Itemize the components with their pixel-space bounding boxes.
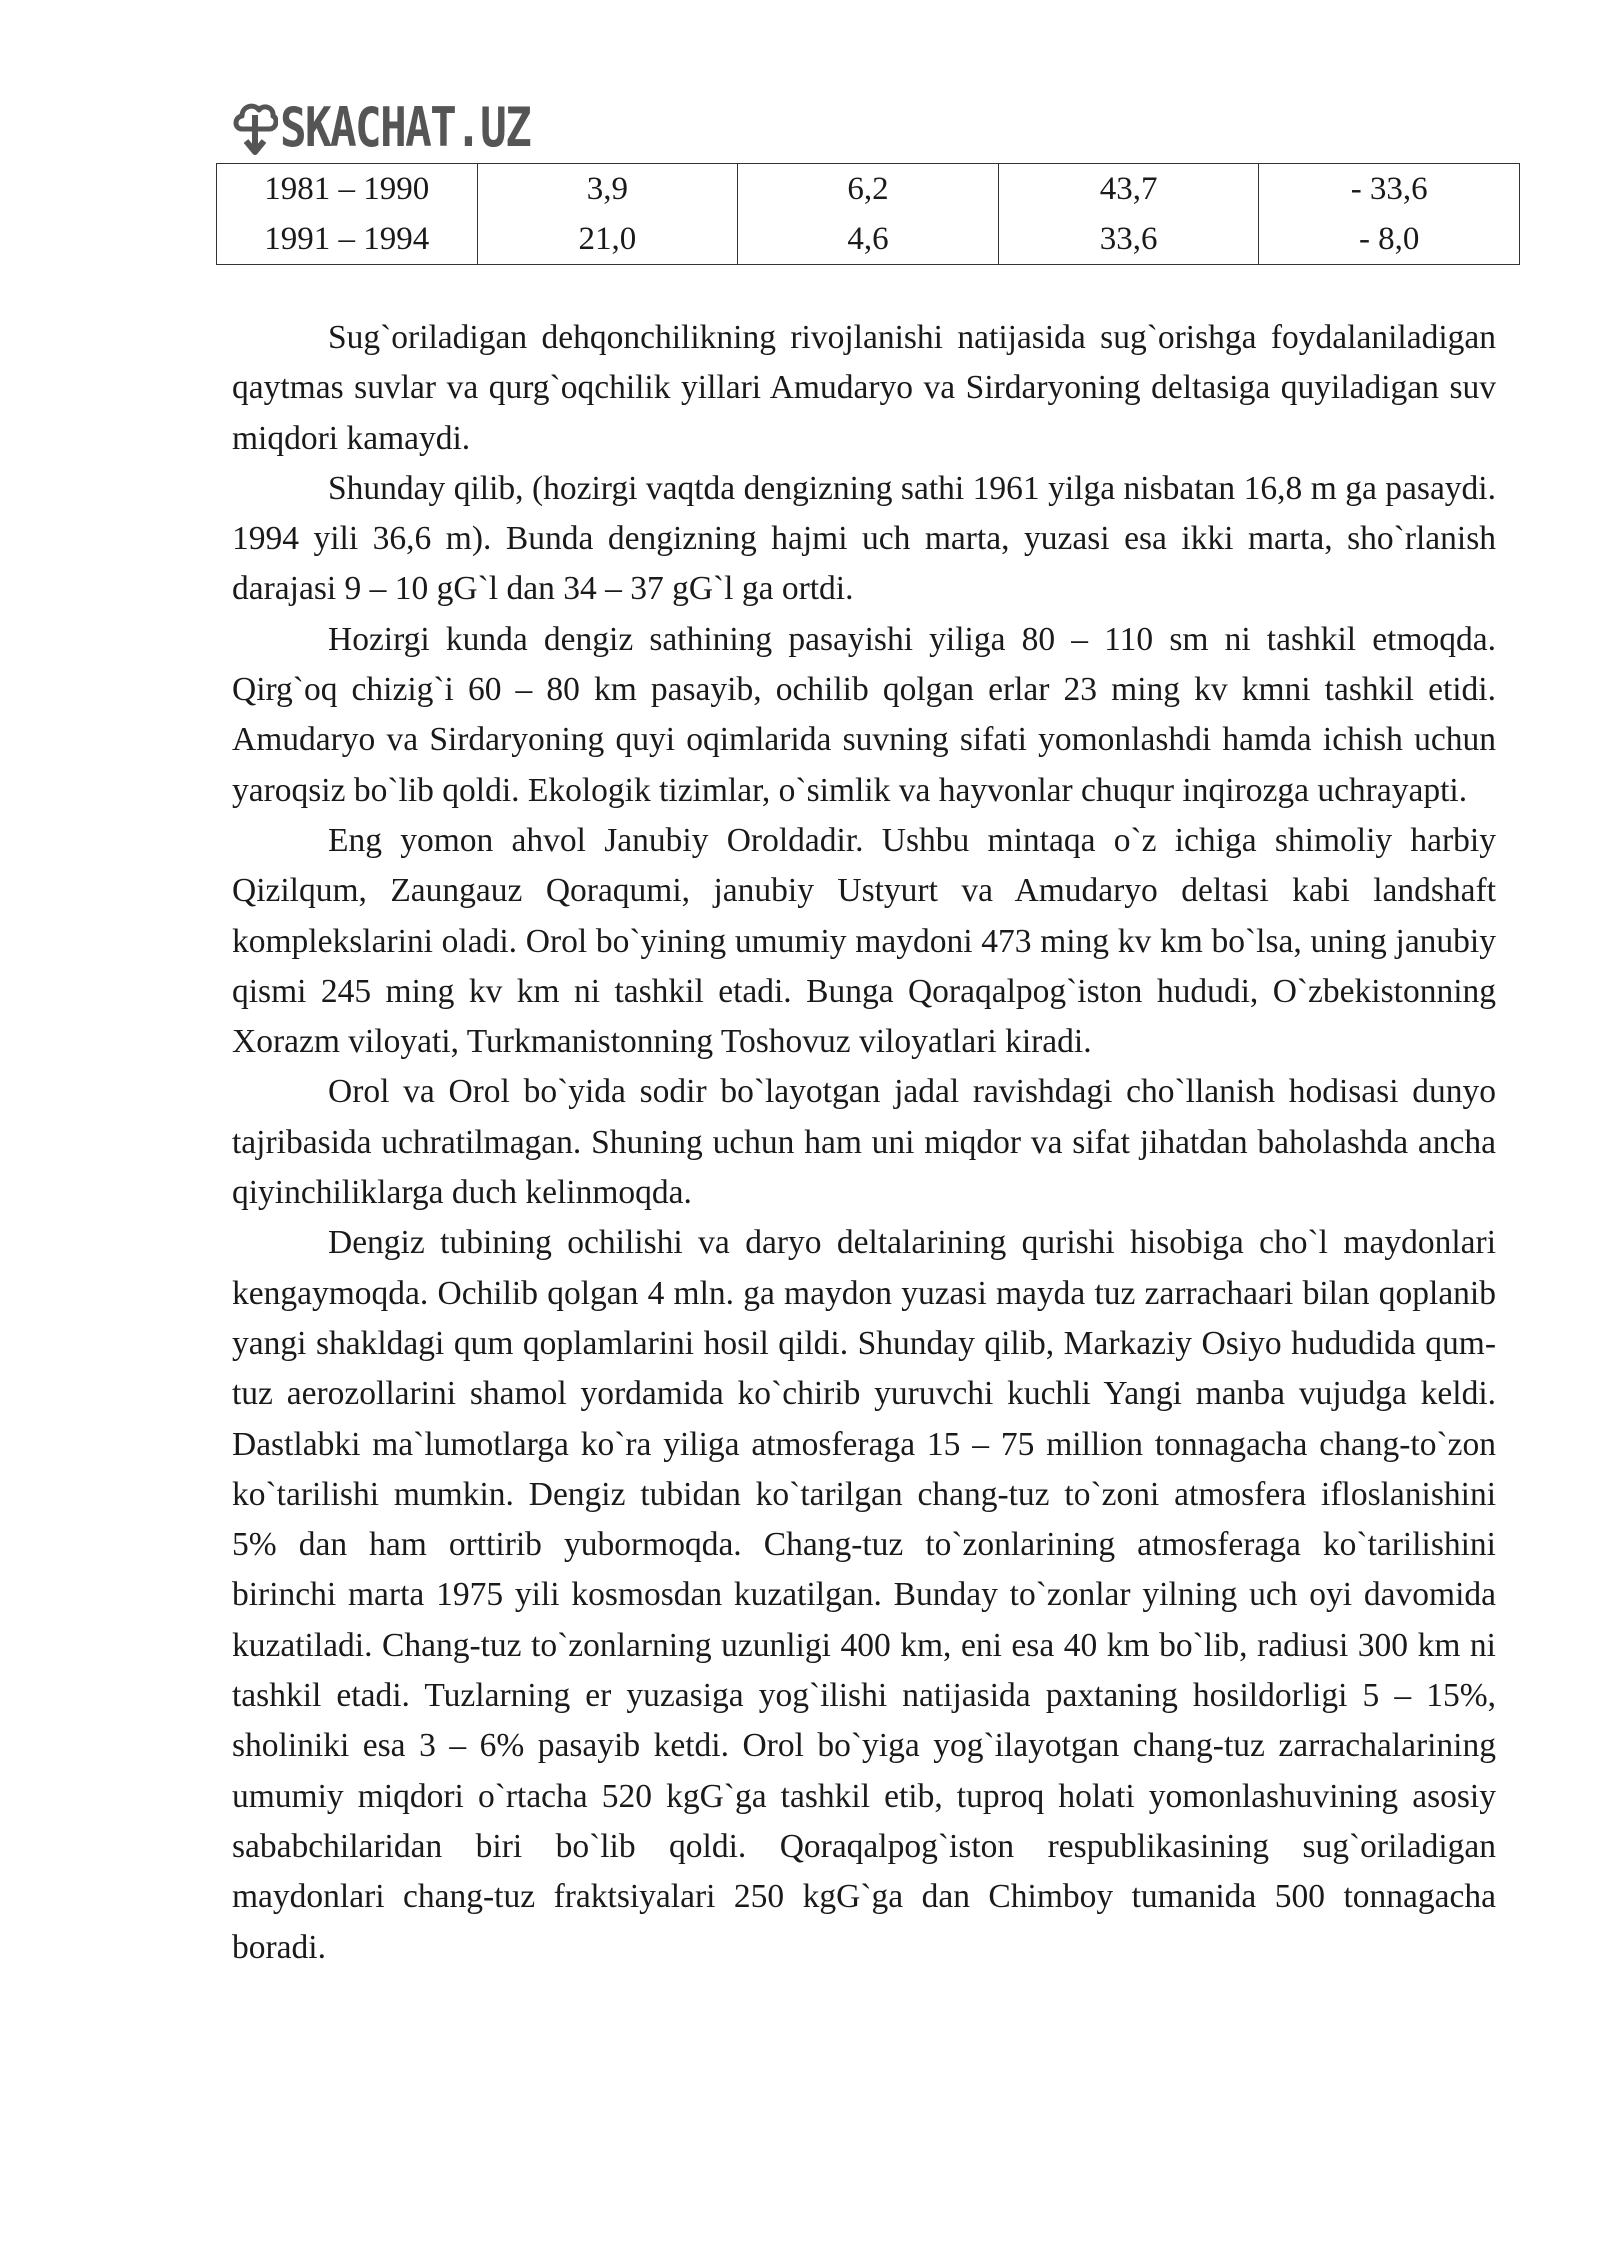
data-table — [216, 163, 1520, 265]
paragraph: Shunday qilib, (hozirgi vaqtda dengizning sathi 1961 yilga nisbatan 16,8 m ga pasaydi. 1994 yili 36,6 m). Bunda dengizning hajmi uch marta, yuzasi esa ikki marta, sho`rlanish darajasi 9 – 10 gG`l dan 34 – 37 gG`l ga ortdi. — [232, 469, 1496, 608]
table-cell: 33,6 — [998, 214, 1259, 265]
paragraph: Eng yomon ahvol Janubiy Oroldadir. Ushbu mintaqa o`z ichiga shimoliy harbiy Qizilqum, Zaungauz Qoraqumi, janubiy Ustyurt va Amudaryo deltasi kabi landshaft komplekslarini oladi. Orol bo`yining umumiy maydoni 473 ming kv km bo`lsa, uning janubiy qismi 245 ming kv km ni tashkil etadi. Bunga Qoraqalpog`iston hududi, O`zbekistonning Xorazm viloyati, Turkmanistonning Toshovuz viloyatlari kiradi. — [232, 821, 1496, 1061]
table-cell: 3,9 — [477, 164, 738, 215]
table-cell: - 33,6 — [1259, 164, 1520, 215]
table-row — [217, 164, 1520, 215]
paragraph: Dengiz tubining ochilishi va daryo deltalarining qurishi hisobiga cho`l maydonlari kengaymoqda. Ochilib qolgan 4 mln. ga maydon yuzasi mayda tuz zarrachaari bilan qoplanib yangi shakldagi qum qoplamlarini hosil qildi. Shunday qilib, Markaziy Osiyo hududida qum-tuz aerozollarini shamol yordamida ko`chirib yuruvchi kuchli Yangi manba vujudga keldi. Dastlabki ma`lumotlarga ko`ra yiliga atmosferaga 15 – 75 million tonnagacha chang-to`zon ko`tarilishi mumkin. Dengiz tubidan ko`tarilgan chang-tuz to`zoni atmosfera ifloslanishini 5% dan ham orttirib yubormoqda. Chang-tuz to`zonlarining atmosferaga ko`tarilishini birinchi marta 1975 yili kosmosdan kuzatilgan. Bunday to`zonlar yilning uch oyi davomida kuzatiladi. Chang-tuz to`zonlarning uzunligi 400 km, eni esa 40 km bo`lib, radiusi 300 km ni tashkil etadi. Tuzlarning er yuzasiga yog`ilishi natijasida paxtaning hosildorligi 5 – 15%, sholiniki esa 3 – 6% pasayib ketdi. Orol bo`yiga yog`ilayotgan chang-tuz zarrachalarining umumiy miqdori o`rtacha 520 kgG`ga tashkil etib, tuproq holati yomonlashuvining asosiy sababchilaridan biri bo`lib qoldi. Qoraqalpog`iston respublikasining sug`oriladigan maydonlari chang-tuz fraktsiyalari 250 kgG`ga dan Chimboy tumanida 500 tonnagacha boradi. — [232, 1224, 1496, 1966]
paragraph: Sug`oriladigan dehqonchilikning rivojlanishi natijasida sug`orishga foydalaniladigan qaytmas suvlar va qurg`oqchilik yillari Amudaryo va Sirdaryoning deltasiga quyiladigan suv miqdori kamaydi. — [232, 319, 1496, 457]
table-cell: 4,6 — [738, 214, 999, 265]
table-cell: 43,7 — [998, 164, 1259, 215]
paragraph: Hozirgi kunda dengiz sathining pasayishi yiliga 80 – 110 sm ni tashkil etmoqda. Qirg`oq chizig`i 60 – 80 km pasayib, ochilib qolgan erlar 23 ming kv kmni tashkil etidi. Amudaryo va Sirdaryoning quyi oqimlarida suvning sifati yomonlashdi hamda ichish uchun yaroqsiz bo`lib qoldi. Ekologik tizimlar, o`simlik va hayvonlar chuqur inqirozga uchrayapti. — [232, 620, 1496, 809]
site-logo[interactable] — [232, 96, 585, 160]
table-cell: 6,2 — [738, 164, 999, 215]
body-text — [232, 313, 1496, 1973]
table-cell: 1981 – 1990 — [217, 164, 478, 215]
logo-text: SKACHAT.UZ — [280, 96, 531, 159]
table-cell: 21,0 — [477, 214, 738, 265]
table-row — [217, 214, 1520, 265]
table-cell: 1991 – 1994 — [217, 214, 478, 265]
cloud-download-icon — [232, 99, 278, 157]
paragraph: Orol va Orol bo`yida sodir bo`layotgan jadal ravishdagi cho`llanish hodisasi dunyo tajribasida uchratilmagan. Shuning uchun ham uni miqdor va sifat jihatdan baholashda ancha qiyinchiliklarga duch kelinmoqda. — [232, 1073, 1496, 1212]
table-cell: - 8,0 — [1259, 214, 1520, 265]
